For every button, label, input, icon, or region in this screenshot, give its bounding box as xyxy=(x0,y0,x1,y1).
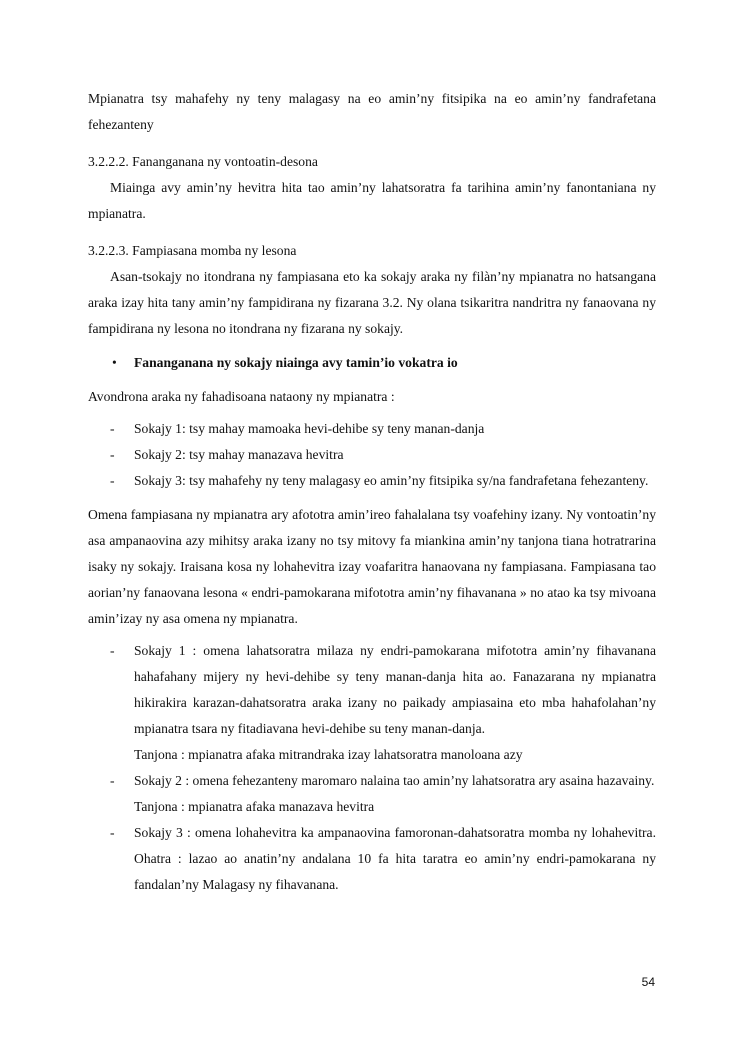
list-item: - Sokajy 1: tsy mahay mamoaka hevi-dehibe sy teny manan-danja xyxy=(88,416,656,442)
bullet-heading xyxy=(88,350,656,376)
list-item: - Sokajy 2 : omena fehezanteny maromaro nalaina tao amin’ny lahatsoratra ary asaina hazavainy. Tanjona : mpianatra afaka manazava hevitra xyxy=(88,768,656,820)
bullet-heading-text: Fananganana ny sokajy niainga avy tamin’io vokatra io xyxy=(134,355,458,370)
exercise-list xyxy=(88,638,656,898)
dash-icon: - xyxy=(110,421,115,436)
paragraph-grouping: Avondrona araka ny fahadisoana nataony ny mpianatra : xyxy=(88,389,395,404)
paragraph-content: Miainga avy amin’ny hevitra hita tao amin’ny lahatsoratra fa tarihina amin’ny fanontaniana ny mpianatra. xyxy=(88,180,656,221)
page-number: 54 xyxy=(641,975,655,989)
section-heading-3-2-2-2: 3.2.2.2. Fananganana ny vontoatin-desona xyxy=(88,154,318,169)
list-item: - Sokajy 3 : omena lohahevitra ka ampanaovina famoronan-dahatsoratra momba ny lohahevitra. Ohatra : lazao ao anatin’ny andalana 10 fa hita taratra eo amin’ny endri-pamokarana ny fandalan’ny Malagasy ny fihavanana. xyxy=(88,820,656,898)
section-heading-3-2-2-3: 3.2.2.3. Fampiasana momba ny lesona xyxy=(88,243,297,258)
dash-icon: - xyxy=(110,773,115,788)
list-item: - Sokajy 1 : omena lahatsoratra milaza ny endri-pamokarana mifototra amin’ny fihavanana hahafahany mijery ny hevi-dehibe sy teny manan-danja hita ao. Fanazarana ny mpianatra hikirakira karazan-dahatsoratra araka izany no paikady ampiasaina eto mba hahafolahan’ny mpianatra tsara ny fitadiavana hevi-dehibe su teny manan-danja. Tanjona : mpianatra afaka mitrandraka izay lahatsoratra manoloana azy xyxy=(88,638,656,768)
dash-icon: - xyxy=(110,473,115,488)
category-list xyxy=(88,416,656,494)
dash-icon: - xyxy=(110,447,115,462)
bullet-icon: • xyxy=(112,355,117,370)
paragraph-exercises: Omena fampiasana ny mpianatra ary afototra amin’ireo fahalalana tsy voafehiny izany. Ny vontoatin’ny asa ampanaovina azy mihitsy araka izany no tsy mitovy fa miankina amin’ny tanjona tiana hotratrarina isaky ny sokajy. Iraisana kosa ny lohahevitra izay voafaritra hanaovana ny fampiasana. Fampiasana tao aorian’ny fanaovana lesona « endri-pamokarana mifototra amin’ny fihavanana » no atao ka tsy mivoana amin’izay ny asa omena ny mpianatra. xyxy=(88,507,656,626)
list-item: - Sokajy 2: tsy mahay manazava hevitra xyxy=(88,442,656,468)
document-body xyxy=(88,86,656,898)
paragraph-intro: Mpianatra tsy mahafehy ny teny malagasy na eo amin’ny fitsipika na eo amin’ny fandrafetana fehezanteny xyxy=(88,91,656,132)
dash-icon: - xyxy=(110,825,115,840)
paragraph-exercise: Asan-tsokajy no itondrana ny fampiasana eto ka sokajy araka ny filàn’ny mpianatra no hatsangana araka izay hita tany amin’ny fampidirana ny fizarana 3.2. Ny olana tsikaritra nandritra ny fanaovana ny fampidirana ny lesona no itondrana ny fizarana ny sokajy. xyxy=(88,269,656,336)
dash-icon: - xyxy=(110,643,115,658)
list-item: - Sokajy 3: tsy mahafehy ny teny malagasy eo amin’ny fitsipika sy/na fandrafetana fehezanteny. xyxy=(88,468,656,494)
